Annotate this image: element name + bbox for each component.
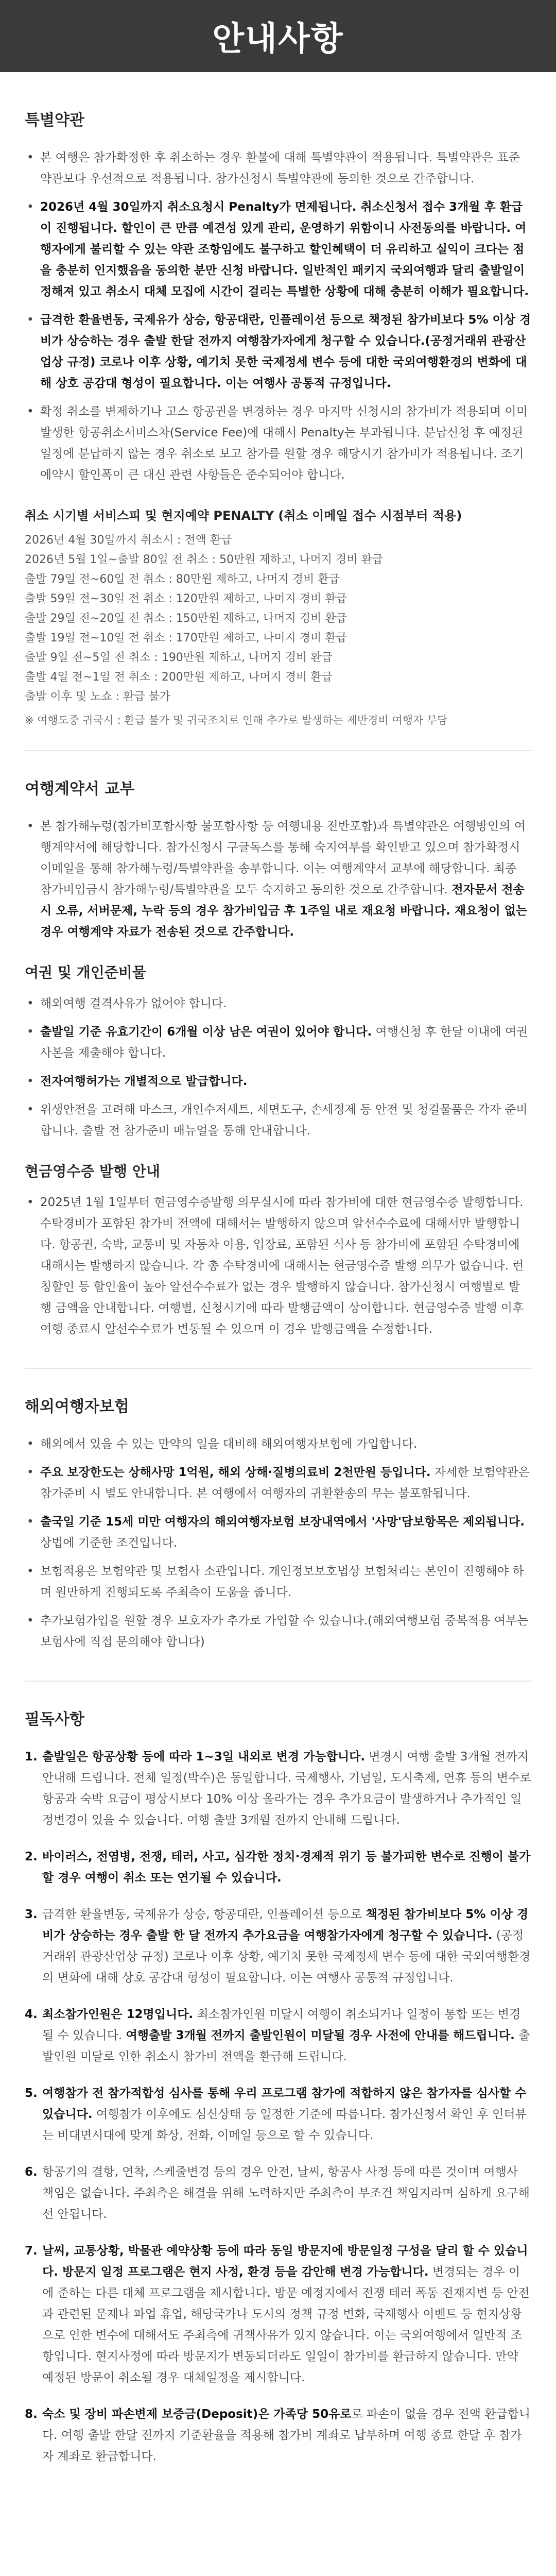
body-text: 해외에서 있을 수 있는 만약의 일을 대비해 해외여행자보험에 가입합니다. [40,1437,418,1451]
bullet-list [25,147,531,486]
cancellation-fee-list [25,531,531,707]
list-item [25,993,531,1014]
body-text: 추가보험가입을 원할 경우 보호자가 추가로 가입할 수 있습니다.(해외여행보험 중복적용 여부는 보험사에 직접 문의해야 합니다) [40,1614,529,1649]
numbered-item [25,2083,531,2146]
fee-line: 출발 19일 전~10일 전 취소 : 170만원 제하고, 나머지 경비 환급 [25,632,347,645]
emphasis-text: 급격한 환율변동, 국제유가 상승, 항공대란, 인플레이션 등으로 책정된 참가비보다 5% 이상 경비가 상승하는 경우 출발 한달 전까지 여행참가자에게 청구할 수 있습니다.(공정거래위 관광산업상 규정) 코로나 이후 상황, 예기치 못한 국제정세 변수 등에 대한 국외여행환경의 변화에 대해 상호 공감대 형성이 필요합니다. 이는 여행사 공통적 규정입니다. [40,313,531,390]
numbered-item [25,2162,531,2225]
emphasis-text: 여행출발 3개월 전까지 출발인원이 미달될 경우 사전에 안내를 해드립니다. [126,2029,515,2042]
body-text: 보험적용은 보험약관 및 보험사 소관입니다. 개인정보보호법상 보험처리는 본인이 진행해야 하며 원만하게 진행되도록 주최측이 도움을 줍니다. [40,1565,524,1599]
insurance-section [25,1369,531,1682]
list-item [25,1561,531,1603]
content [0,72,556,2545]
emphasis-text: 책정된 참가비보다 5% 이상 경비가 상승하는 경우 출발 한 달 전까지 추가요금을 여행참가자에게 청구할 수 있습니다. [42,1908,529,1942]
list-item [25,147,531,190]
numbered-item [25,1747,531,1831]
cancellation-fee-title: 취소 시기별 서비스피 및 현지예약 PENALTY (취소 이메일 접수 시점부터 적용) [25,509,462,523]
body-text: 해외여행 결격사유가 없어야 합니다. [40,997,227,1010]
item-number: 5. [25,2087,38,2100]
subsection-title: 여권 및 개인준비물 [25,964,146,981]
body-text: 로 파손이 없을 경우 전액 환급합니다. 여행 출발 한달 전까지 기준환율을 적용해 참가비 계좌로 납부하며 여행 종료 한달 후 참가자 계좌로 환급합니다. [42,2408,531,2463]
item-number: 1. [25,1750,38,1764]
body-text: 2025년 1월 1일부터 현금영수증발행 의무실시에 따라 참가비에 대한 현금영수증 발행합니다. 수탁경비가 포함된 참가비 전액에 대해서는 발행하지 않으며 알선수수료에 대해서만 발행합니다. 항공권, 숙박, 교통비 및 자동차 이용, 입장료, 포함된 식사 등 참가비에 포함된 수탁경비에 대해서는 발행하지 않습니다. 각 총 수탁경비에 대해서는 현금영수증 발행 의무가 없습니다. 런칭할인 등 할인율이 높아 알선수수료가 없는 경우 발행하지 않습니다. 참가신청시 여행별로 발행 금액을 안내합니다. 여행별, 신청시기에 따라 발행금액이 상이합니다. 현금영수증 발행 이후 여행 종료시 알선수수료가 변동될 수 있으며 이 경우 발행금액을 수정합니다. [40,1196,524,1336]
fee-line: 출발 79일 전~60일 전 취소 : 80만원 제하고, 나머지 경비 환급 [25,573,340,586]
list-item [25,1462,531,1504]
list-item [25,1099,531,1142]
must-read-section [25,1682,531,2503]
body-text: 본 참가해누렁(참가비포함사항 불포함사항 등 여행내용 전반포함)과 특별약관은 여행방인의 여행계약서에 해당합니다. 참가신청시 구글독스를 통해 숙지여부를 확인받고 있으며 참가확정시 이메일을 통해 참가해누렁/특별약관을 송부합니다. 이는 여행계약서 교부에 해당합니다. 최종 참가비입금시 참가해누렁/특별약관을 모두 숙지하고 동의한 것으로 간주합니다. [40,820,526,896]
page-title: 안내사항 [212,20,344,58]
body-text: 최소참가인원 미달시 여행이 취소되거나 일정이 통합 또는 변경될 수 있습니다. [42,2008,521,2042]
section-title: 해외여행자보험 [25,1398,129,1416]
section-title: 필독사항 [25,1710,84,1728]
item-number: 3. [25,1908,38,1921]
body-text: 항공기의 결항, 연착, 스케줄변경 등의 경우 안전, 날씨, 항공사 사정 등에 따른 것이며 여행사 책임은 없습니다. 주최측은 해결을 위해 노력하지만 주최측이 부조건 책임지라며 심하게 요구해선 안됩니다. [42,2165,530,2221]
list-item [25,401,531,486]
bullet-list [25,993,531,1142]
numbered-list [25,1747,531,2467]
fee-line: 출발 59일 전~30일 전 취소 : 120만원 제하고, 나머지 경비 환급 [25,592,347,605]
bullet-list [25,1192,531,1340]
list-item [25,816,531,943]
list-item [25,1071,531,1092]
section-title: 여행계약서 교부 [25,780,135,798]
special-terms-section [25,82,531,751]
body-text: 출발인원 미달로 인한 취소시 참가비 전액을 환급해 드립니다. [42,2029,530,2063]
subsection-title: 현금영수증 발행 안내 [25,1163,160,1180]
body-text: 여행참가 이후에도 심신상태 등 일정한 기준에 따릅니다. 참가신청서 확인 후 인터뷰는 비대면시대에 맞게 화상, 전화, 이메일 등으로 할 수 있습니다. [42,2108,527,2142]
emphasis-text: 전자문서 전송시 오류, 서버문제, 누락 등의 경우 참가비입금 후 1주일 내로 재요청 바랍니다. 재요청이 없는 경우 여행계약 자료가 전송된 것으로 간주합니다. [40,883,528,939]
list-item [25,1611,531,1653]
numbered-item [25,2404,531,2467]
list-item [25,1512,531,1554]
body-text: 여행신청 후 한달 이내에 여권사본을 제출해야 합니다. [40,1025,528,1060]
emphasis-text: 날씨, 교통상황, 박물관 예약상황 등에 따라 동일 방문지에 방문일정 구성을 달리 할 수 있습니다. 방문지 일정 프로그램은 현지 사정, 환경 등을 감안해 변경 가능합니다. [42,2244,528,2279]
emphasis-text: 2026년 4월 30일까지 취소요청시 Penalty가 면제됩니다. 취소신청서 접수 3개월 후 환급이 진행됩니다. 할인이 큰 만큼 예견성 있게 관리, 운영하기 위함이니 사전동의를 바랍니다. 여행자에게 불리할 수 있는 약관 조항임에도 불구하고 할인혜택이 더 유리하고 실익이 크다는 점을 충분히 인지했음을 동의한 분만 신청 바랍니다. 일반적인 패키지 국외여행과 달리 출발일이 정해져 있고 취소시 대체 모집에 시간이 걸리는 특별한 상황에 대해 충분히 이해가 필요합니다. [40,200,529,298]
fee-line: 출발 4일 전~1일 전 취소 : 200만원 제하고, 나머지 경비 환급 [25,671,333,684]
body-text: 변경시 여행 출발 3개월 전까지 안내해 드립니다. 전체 일정(박수)은 동일합니다. 국제행사, 기념일, 도시축제, 연휴 등의 변수로 항공과 숙박 요금이 평상시보다 10% 이상 올라가는 경우 추가요금이 발생하거나 추가적인 일정변경이 있을 수 있습니다. 여행 출발 3개월 전까지 안내해 드립니다. [42,1750,531,1827]
section-title: 특별약관 [25,111,84,129]
item-number: 7. [25,2244,38,2258]
list-item [25,1434,531,1455]
fee-line: 출발 29일 전~20일 전 취소 : 150만원 제하고, 나머지 경비 환급 [25,612,347,625]
emphasis-text: 전자여행허가는 개별적으로 발급합니다. [40,1075,248,1088]
body-text: 변경되는 경우 이에 준하는 다른 대체 프로그램을 제시합니다. 방문 예정지에서 전쟁 테러 폭동 전재지변 등 안전과 관련된 문제나 파업 휴업, 해당국가나 도시의 정책 규정 변화, 국제행사 이벤트 등 현지상황으로 인한 변수에 대해서도 주최측에 귀책사유가 있지 않습니다. 이는 국외여행에서 일반적 조항입니다. 현지사정에 따라 방문지가 변동되더라도 일일이 참가비를 환급하지 않습니다. 만약 예정된 방문이 취소될 경우 대체일정을 제시합니다. [42,2265,530,2384]
item-number: 6. [25,2165,38,2179]
list-item [25,197,531,302]
numbered-item [25,1846,531,1889]
list-item [25,310,531,394]
body-text: 상법에 기준한 조건입니다. [40,1536,178,1550]
item-number: 8. [25,2408,38,2421]
item-number: 2. [25,1850,38,1863]
emphasis-text: 최소참가인원은 12명입니다. [42,2008,194,2021]
fee-line: 2026년 4월 30일까지 취소시 : 전액 환급 [25,534,232,547]
emphasis-text: 바이러스, 전염병, 전쟁, 테러, 사고, 심각한 정치·경제적 위기 등 불가피한 변수로 진행이 불가할 경우 여행이 취소 또는 연기될 수 있습니다. [42,1850,531,1885]
numbered-item [25,1904,531,1989]
body-text: 본 여행은 참가확정한 후 취소하는 경우 환불에 대해 특별약관이 적용됩니다. 특별약관은 표준약관보다 우선적으로 적용됩니다. 참가신청시 특별약관에 동의한 것으로 간주합니다. [40,151,520,185]
emphasis-text: 숙소 및 장비 파손변제 보증금(Deposit)은 가족당 50유로 [42,2408,352,2421]
fee-line: 출발 9일 전~5일 전 취소 : 190만원 제하고, 나머지 경비 환급 [25,651,333,664]
emphasis-text: 출발일은 항공상황 등에 따라 1~3일 내외로 변경 가능합니다. [42,1750,366,1764]
list-item [25,1192,531,1340]
emphasis-text: 주요 보장한도는 상해사망 1억원, 해외 상해·질병의료비 2천만원 등입니다. [40,1466,431,1479]
body-text: 확정 취소를 변제하기나 고스 항공권을 변경하는 경우 마지막 신청시의 참가비가 적용되며 이미 발생한 항공취소서비스차(Service Fee)에 대해서 Penalty는 부과됩니다. 분납신청 후 예정된 일정에 분납하지 않는 경우 취소로 보고 참가를 원할 경우 해당시기 참가비가 적용됩니다. 조기예약시 할인폭이 큰 대신 관련 사항들은 준수되어야 합니다. [40,405,528,482]
body-text: (공정거래위 관광산업상 규정) 코로나 이후 상황, 예기치 못한 국제정세 변수 등에 대한 국외여행환경의 변화에 대해 상호 공감대 형성이 필요합니다. 이는 여행사 공통적 규정입니다. [42,1929,531,1985]
body-text: 급격한 환율변동, 국제유가 상승, 항공대란, 인플레이션 등으로 [42,1908,366,1921]
emphasis-text: 출국일 기준 15세 미만 여행자의 해외여행자보험 보장내역에서 '사망'담보항목은 제외됩니다. [40,1515,525,1529]
emphasis-text: 출발일 기준 유효기간이 6개월 이상 남은 여권이 있어야 합니다. [40,1025,372,1039]
item-number: 4. [25,2008,38,2021]
list-item [25,1022,531,1064]
numbered-item [25,2241,531,2388]
contract-section [25,751,531,1369]
body-text: 위생안전을 고려해 마스크, 개인수저세트, 세면도구, 손세정제 등 안전 및 청결물품은 각자 준비합니다. 출발 전 참가준비 매뉴얼을 통해 안내합니다. [40,1103,528,1138]
emphasis-text: 여행참가 전 참가적합성 심사를 통해 우리 프로그램 참가에 적합하지 않은 참가자를 심사할 수 있습니다. [42,2087,527,2121]
fee-line: 출발 이후 및 노쇼 : 환급 불가 [25,690,171,703]
numbered-item [25,2004,531,2067]
bullet-list [25,1434,531,1653]
title-banner [0,0,556,72]
body-text: 자세한 보험약관은 참가준비 시 별도 안내합니다. 본 여행에서 여행자의 귀환환송의 무는 불포함됩니다. [40,1466,530,1500]
bullet-list [25,816,531,943]
cancellation-fee-note: ※ 여행도중 귀국시 : 환급 불가 및 귀국조치로 인해 추가로 발생하는 제반경비 여행자 부담 [25,714,448,726]
fee-line: 2026년 5월 1일~출발 80일 전 취소 : 50만원 제하고, 나머지 경비 환급 [25,553,384,566]
